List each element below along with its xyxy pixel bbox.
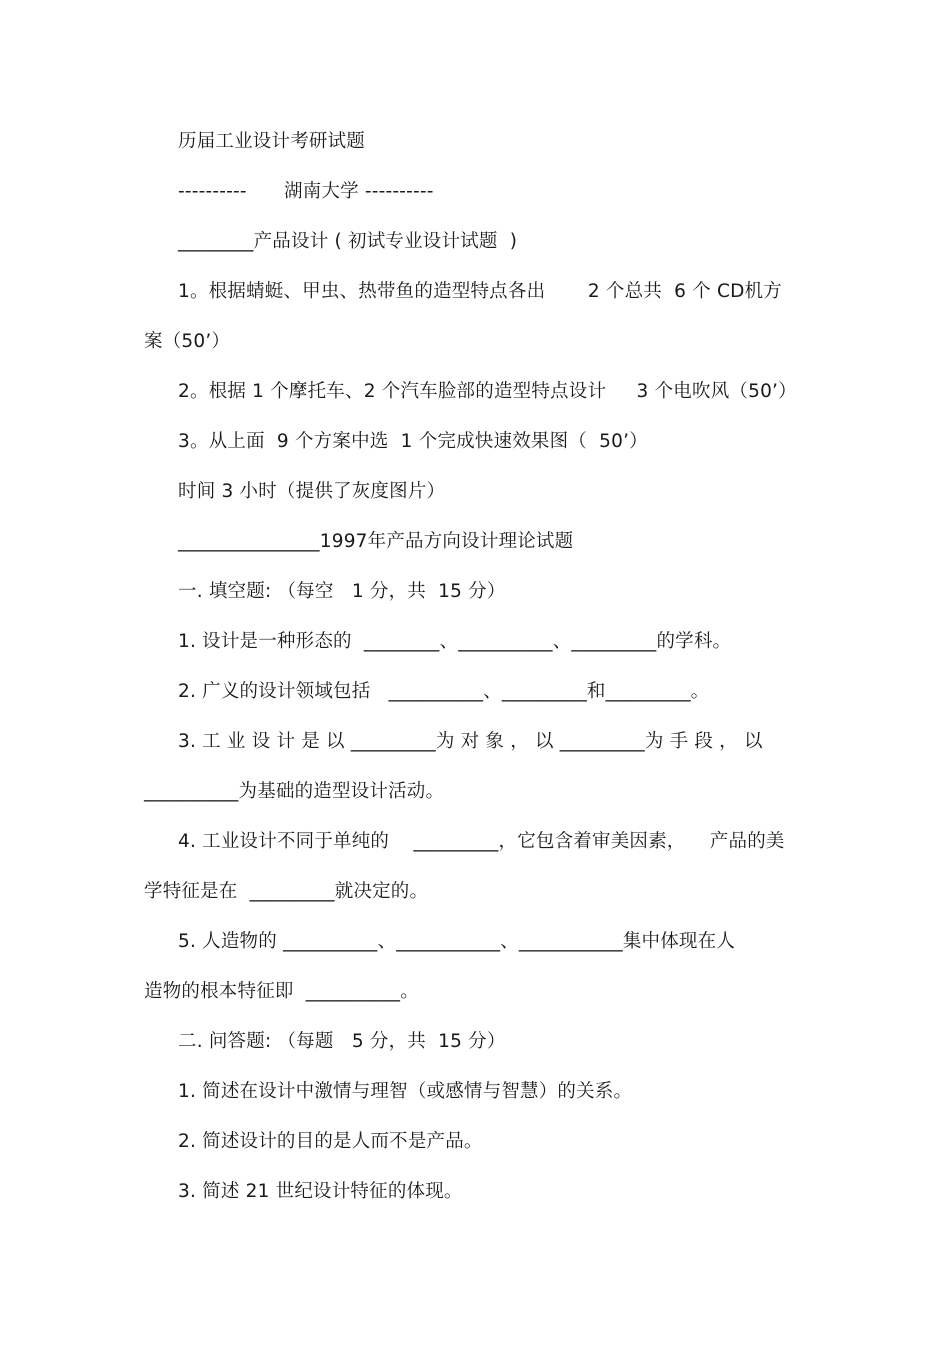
header-right-dashes: ---------- <box>364 181 434 202</box>
question-1-line-1: 1。根据蜻蜓、甲虫、热带鱼的造型特点各出 2 个总共 6 个 CD机方 <box>178 281 782 302</box>
question-2: 2。根据 1 个摩托车、2 个汽车脸部的造型特点设计 3 个电吹风（50’） <box>178 381 797 402</box>
header-left-dashes: ---------- <box>178 181 247 202</box>
question-1-line-2: 案（50’） <box>144 331 231 352</box>
qa-question-3: 3. 简述 21 世纪设计特征的体现。 <box>178 1181 463 1202</box>
fill-question-5-line-1: 5. 人造物的 __________、___________、___________集中体现在人 <box>178 931 736 952</box>
school-name-text: 湖南大学 <box>284 181 359 202</box>
fill-question-4-line-2: 学特征是在 _________就决定的。 <box>144 881 429 902</box>
section1-heading: 产品设计 ( 初试专业设计试题 ) <box>253 231 518 252</box>
qa-heading: 二. 问答题: （每题 5 分，共 15 分） <box>178 1031 506 1052</box>
fill-question-3-line-1: 3. 工 业 设 计 是 以 _________为 对 象 ， 以 _________为 手 段 ， 以 <box>178 731 763 752</box>
section2-heading: 1997年产品方向设计理论试题 <box>319 531 574 552</box>
fill-question-2: 2. 广义的设计领域包括 __________、_________和_________。 <box>178 681 710 702</box>
qa-question-1: 1. 简述在设计中激情与理智（或感情与智慧）的关系。 <box>178 1081 633 1102</box>
section1-heading-line <box>178 230 517 254</box>
fill-blank-heading: 一. 填空题: （每空 1 分，共 15 分） <box>178 581 506 602</box>
document-title: 历届工业设计考研试题 <box>178 131 366 152</box>
section2-heading-line <box>178 530 573 554</box>
time-note: 时间 3 小时（提供了灰度图片） <box>178 481 446 502</box>
fill-question-1: 1. 设计是一种形态的 ________、__________、_________的学科。 <box>178 631 732 652</box>
section2-blank: _______________ <box>178 531 320 552</box>
section1-blank: ________ <box>178 231 254 252</box>
fill-question-5-line-2: 造物的根本特征即 __________。 <box>144 981 419 1002</box>
fill-question-3-line-2: __________为基础的造型设计活动。 <box>144 781 445 802</box>
fill-question-4-line-1: 4. 工业设计不同于单纯的 _________，它包含着审美因素， 产品的美 <box>178 831 785 852</box>
school-name <box>284 180 434 204</box>
question-3: 3。从上面 9 个方案中选 1 个完成快速效果图（ 50’） <box>178 431 648 452</box>
qa-question-2: 2. 简述设计的目的是人而不是产品。 <box>178 1131 483 1152</box>
